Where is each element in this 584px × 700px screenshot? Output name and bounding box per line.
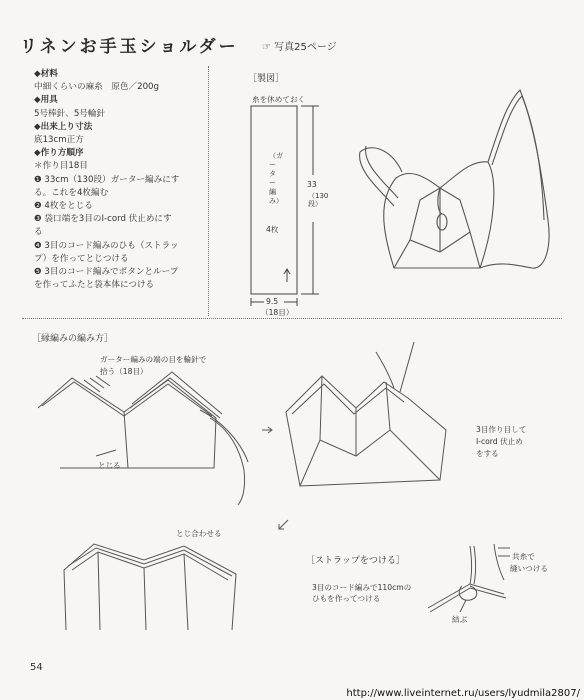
icord-note-1: 3目作り目して (476, 425, 527, 434)
pattern-vertical-label: （ガーター編み） (269, 152, 283, 205)
pattern-width-stitches: （18目） (261, 308, 294, 317)
bag-illustration (360, 90, 549, 268)
pattern-section-label: ［製図］ (248, 74, 285, 84)
icord-note-2: I-cord 伏止め (476, 437, 523, 446)
edge-section-label: ［縁編みの編み方］ (32, 334, 114, 344)
materials-line: 5号棒針、5号輪針 (34, 108, 106, 119)
materials-line: ❸ 袋口端を3目のI-cord 伏止めにす (34, 214, 172, 225)
pickup-note-2: 拾う（18目） (100, 367, 148, 376)
join-label: とじる (98, 461, 121, 470)
materials-heading: ◆作り方順序 (34, 148, 84, 159)
materials-heading: ◆出来上り寸法 (34, 121, 93, 132)
pattern-top-note: 糸を休めておく (252, 95, 306, 104)
joined-edge-illustration (64, 544, 236, 630)
icord-note-3: をする (476, 449, 499, 458)
materials-line: 中細くらいの麻糸 原色／200g (34, 82, 159, 93)
edge-knit-illustration-left (38, 372, 248, 505)
pattern-width-value: 9.5 (266, 297, 279, 306)
strap-illustration (428, 544, 510, 612)
materials-line: ❺ 3目のコード編みでボタンとループ (34, 267, 179, 278)
pattern-height-value: 33 (307, 180, 317, 189)
arrow-right-icon (262, 427, 272, 433)
page-title: リネンお手玉ショルダー (20, 37, 239, 57)
join-together-label: とじ合わせる (176, 529, 222, 538)
cord-note-1: 3目のコード編みで110cmの (312, 583, 412, 592)
pattern-count-label: 4枚 (266, 225, 279, 234)
sew-note-2: 縫いつける (510, 564, 548, 573)
page-number: 54 (30, 662, 43, 673)
materials-line: ❶ 33cm（130段）ガーター編みにす (34, 174, 180, 185)
tie-label: 結ぶ (452, 615, 468, 624)
materials-line: る (34, 227, 43, 238)
materials-line: ❷ 4枚をとじる (34, 201, 93, 212)
materials-line: を作ってふたと袋本体につける (34, 280, 155, 291)
edge-knit-illustration-right (286, 342, 446, 486)
photo-ref-label: 写真25ページ (274, 42, 337, 53)
materials-line: る。これを4枚編む (34, 187, 109, 198)
materials-heading: ◆用具 (34, 95, 58, 106)
materials-line: プ）を作ってとじつける (34, 253, 129, 264)
materials-line: ❹ 3目のコード編みのひも（ストラッ (34, 240, 179, 251)
cord-note-2: ひもを作ってつける (312, 594, 381, 603)
footer-url-link[interactable]: http://www.liveinternet.ru/users/lyudmila2807/ (346, 688, 580, 699)
arrow-down-left-icon (279, 520, 288, 529)
pickup-note-1: ガーター編みの端の目を輪針で (100, 355, 207, 364)
pattern-height-rows: （130段） (308, 192, 329, 208)
materials-line: ＊作り目18目 (34, 161, 88, 172)
materials-line: 底13cm正方 (34, 135, 84, 146)
strap-section-label: ［ストラップをつける］ (306, 556, 405, 566)
materials-heading: ◆材料 (34, 69, 58, 79)
camera-icon: ☞ (262, 42, 275, 53)
sew-note-1: 共糸で (512, 552, 535, 561)
